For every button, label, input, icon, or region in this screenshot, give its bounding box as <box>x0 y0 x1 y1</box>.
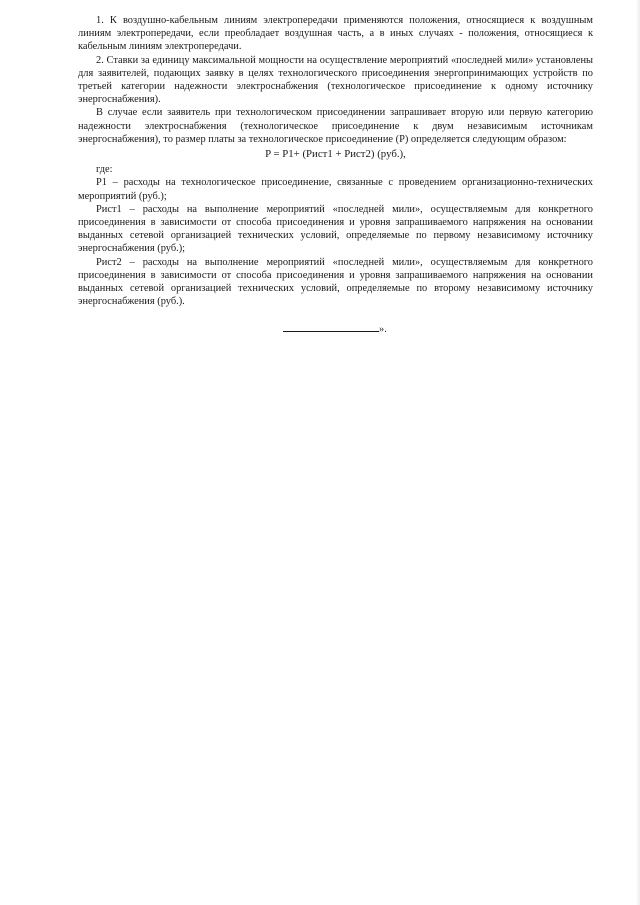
formula: P = P1+ (Pист1 + Pист2) (руб.), <box>265 148 406 161</box>
paragraph-2: 2. Ставки за единицу максимальной мощности на осуществление мероприятий «последней мили» установлены для заявителей, подающих заявку в целях технологического присоединения энергопринимающих устройств по третьей категории надежности электроснабжения (технологическое присоединение к одному источнику энергоснабжения). <box>78 54 593 106</box>
where-label: где: <box>96 164 113 176</box>
signature-underline <box>283 322 379 332</box>
definition-pist1: Pист1 – расходы на выполнение мероприятий «последней мили», осуществляемым для конкретного присоединения в зависимости от способа присоединения и уровня запрашиваемого напряжения на основании выданных сетевой организацией технических условий, определяемые по первому независимому источнику энергоснабжения (руб.); <box>78 203 593 255</box>
paragraph-1: 1. К воздушно-кабельным линиям электропередачи применяются положения, относящиеся к воздушным линиям электропередачи, если преобладает воздушная часть, а в иных случаях - положения, относящиеся к кабельным линиям электропередачи. <box>78 15 593 53</box>
definition-p1: P1 – расходы на технологическое присоединение, связанные с проведением организационно-технических мероприятий (руб.); <box>78 177 593 202</box>
scan-edge-shadow <box>636 0 640 905</box>
closing-quote-mark: ». <box>379 324 387 336</box>
document-body <box>78 14 593 337</box>
definition-pist2: Pист2 – расходы на выполнение мероприятий «последней мили», осуществляемым для конкретного присоединения в зависимости от способа присоединения и уровня запрашиваемого напряжения на основании выданных сетевой организацией технических условий, определяемые по второму независимому источнику энергоснабжения (руб.). <box>78 256 593 308</box>
closing-line <box>78 322 593 336</box>
paragraph-3: В случае если заявитель при технологическом присоединении запрашивает вторую или первую категорию надежности электроснабжения (технологическое присоединение к двум независимым источникам энергоснабжения), то размер платы за технологическое присоединение (P) определяется следующим образом: <box>78 107 593 145</box>
